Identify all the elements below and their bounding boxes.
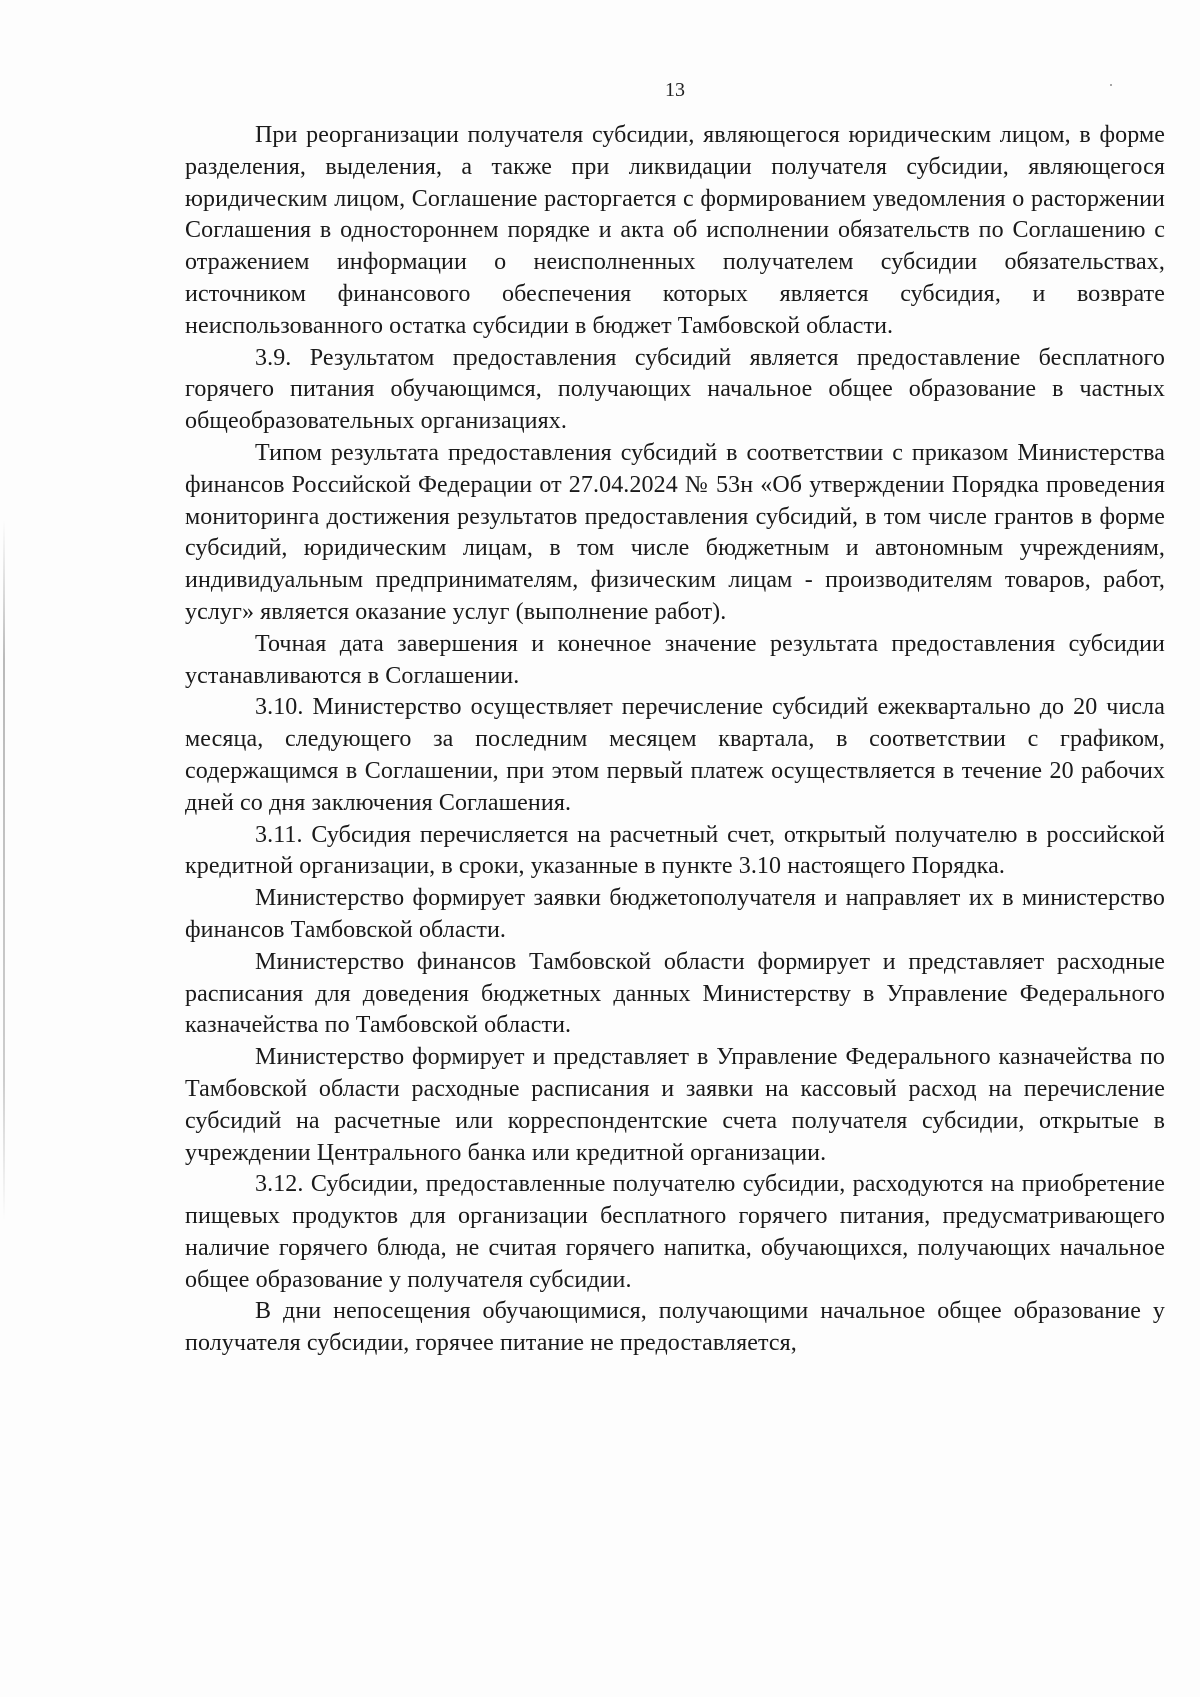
paragraph-3-12-spending: 3.12. Субсидии, предоставленные получателю субсидии, расходуются на приобретение пищевых продуктов для организации бесплатного горячего питания, предусматривающего наличие горячего блюда, не считая горячего напитка, обучающихся, получающих начальное общее образование у получателя субсидии. [185, 1171, 1165, 1293]
paragraph-3-10-transfer: 3.10. Министерство осуществляет перечисление субсидий ежеквартально до 20 числа месяца, следующего за последним месяцем квартала, в соответствии с графиком, содержащимся в Соглашении, при этом первый платеж осуществляется в течение 20 рабочих дней со дня заключения Соглашения. [185, 694, 1165, 816]
scan-edge-artifact [3, 520, 5, 1220]
document-body [185, 120, 1165, 1360]
paragraph-completion-date: Точная дата завершения и конечное значение результата предоставления субсидии устанавливаются в Соглашении. [185, 630, 1165, 689]
paragraph-3-11-account: 3.11. Субсидия перечисляется на расчетный счет, открытый получателю в российской кредитной организации, в сроки, указанные в пункте 3.10 настоящего Порядка. [185, 821, 1165, 880]
paragraph-reorganization: При реорганизации получателя субсидии, являющегося юридическим лицом, в форме разделения, выделения, а также при ликвидации получателя субсидии, являющегося юридическим лицом, Соглашение расторгается с формированием уведомления о расторжении Соглашения в одностороннем порядке и акта об исполнении обязательств по Соглашению с отражением информации о неисполненных получателем субсидии обязательствах, источником финансового обеспечения которых является субсидия, и возврате неиспользованного остатка субсидии в бюджет Тамбовской области. [185, 122, 1165, 339]
paragraph-absence-days: В дни непосещения обучающимися, получающими начальное общее образование у получателя субсидии, горячее питание не предоставляется, [185, 1298, 1165, 1357]
paragraph-ministry-requests: Министерство формирует заявки бюджетополучателя и направляет их в министерство финансов Тамбовской области. [185, 885, 1165, 943]
paragraph-result-type: Типом результата предоставления субсидий в соответствии с приказом Министерства финансов Российской Федерации от 27.04.2024 № 53н «Об утверждении Порядка проведения мониторинга достижения результатов предоставления субсидий, в том числе грантов в форме субсидий, юридическим лицам, в том числе бюджетным и автономным учреждениям, индивидуальным предпринимателям, физическим лицам - производителям товаров, работ, услуг» является оказание услуг (выполнение работ). [185, 439, 1165, 625]
paragraph-finance-ministry-schedules: Министерство финансов Тамбовской области формирует и представляет расходные расписания для доведения бюджетных данных Министерству в Управление Федерального казначейства по Тамбовской области. [185, 948, 1165, 1039]
paragraph-3-9-result: 3.9. Результатом предоставления субсидий является предоставление бесплатного горячего питания обучающимся, получающих начальное общее образование в частных общеобразовательных организациях. [185, 344, 1165, 435]
page-number: 13 [665, 79, 685, 101]
paragraph-ministry-treasury: Министерство формирует и представляет в Управление Федерального казначейства по Тамбовской области расходные расписания и заявки на кассовый расход на перечисление субсидий на расчетные или корреспондентские счета получателя субсидии, открытые в учреждении Центрального банка или кредитной организации. [185, 1044, 1165, 1166]
